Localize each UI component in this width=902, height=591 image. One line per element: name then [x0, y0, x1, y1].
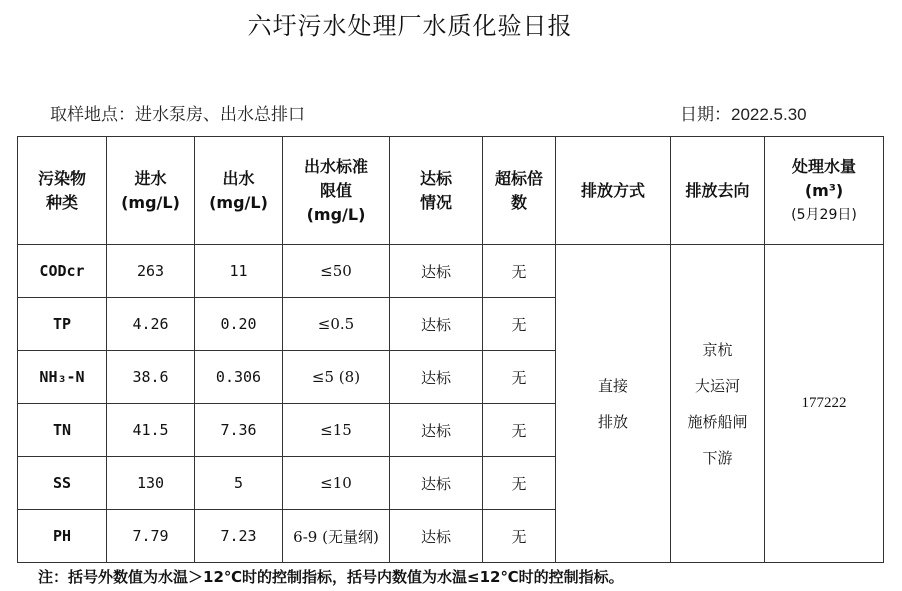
treated-volume: 177222: [765, 245, 884, 563]
exceed-value: 无: [483, 404, 556, 457]
outflow-value: 7.23: [195, 510, 283, 563]
header-volume: 处理水量 (m³) (5月29日): [765, 137, 884, 245]
pollutant-name: CODcr: [18, 245, 107, 298]
header-status: 达标 情况: [390, 137, 483, 245]
header-exceed: 超标倍 数: [483, 137, 556, 245]
inflow-value: 263: [107, 245, 195, 298]
header-limit: 出水标准 限值 (mg/L): [283, 137, 390, 245]
outflow-value: 11: [195, 245, 283, 298]
header-row: [18, 137, 884, 245]
limit-value: ≤50: [283, 245, 390, 298]
pollutant-name: TN: [18, 404, 107, 457]
limit-value: 6-9 (无量纲): [283, 510, 390, 563]
status-value: 达标: [390, 298, 483, 351]
exceed-value: 无: [483, 245, 556, 298]
header-discharge-dest: 排放去向: [671, 137, 765, 245]
water-quality-table: [17, 136, 884, 563]
outflow-value: 0.306: [195, 351, 283, 404]
status-value: 达标: [390, 457, 483, 510]
discharge-dest-cell: 京杭 大运河 施桥船闸 下游: [671, 245, 765, 563]
exceed-value: 无: [483, 351, 556, 404]
limit-value: ≤5 (8): [283, 351, 390, 404]
outflow-value: 0.20: [195, 298, 283, 351]
header-discharge-method: 排放方式: [556, 137, 671, 245]
header-pollutant: 污染物 种类: [18, 137, 107, 245]
inflow-value: 38.6: [107, 351, 195, 404]
limit-value: ≤0.5: [283, 298, 390, 351]
exceed-value: 无: [483, 510, 556, 563]
status-value: 达标: [390, 404, 483, 457]
outflow-value: 7.36: [195, 404, 283, 457]
inflow-value: 41.5: [107, 404, 195, 457]
inflow-value: 7.79: [107, 510, 195, 563]
inflow-value: 4.26: [107, 298, 195, 351]
status-value: 达标: [390, 351, 483, 404]
limit-value: ≤15: [283, 404, 390, 457]
discharge-method-cell: 直接 排放: [556, 245, 671, 563]
table-row: [18, 245, 884, 298]
status-value: 达标: [390, 510, 483, 563]
report-date: 日期：2022.5.30: [680, 105, 807, 124]
outflow-value: 5: [195, 457, 283, 510]
footnote: 注：括号外数值为水温＞12℃时的控制指标，括号内数值为水温≤12℃时的控制指标。: [38, 568, 624, 586]
sampling-location: 取样地点：进水泵房、出水总排口: [50, 105, 305, 125]
header-outflow: 出水 (mg/L): [195, 137, 283, 245]
pollutant-name: SS: [18, 457, 107, 510]
status-value: 达标: [390, 245, 483, 298]
pollutant-name: TP: [18, 298, 107, 351]
pollutant-name: NH₃-N: [18, 351, 107, 404]
exceed-value: 无: [483, 457, 556, 510]
limit-value: ≤10: [283, 457, 390, 510]
inflow-value: 130: [107, 457, 195, 510]
report-title: 六圩污水处理厂水质化验日报: [247, 12, 573, 40]
header-inflow: 进水 (mg/L): [107, 137, 195, 245]
pollutant-name: PH: [18, 510, 107, 563]
exceed-value: 无: [483, 298, 556, 351]
